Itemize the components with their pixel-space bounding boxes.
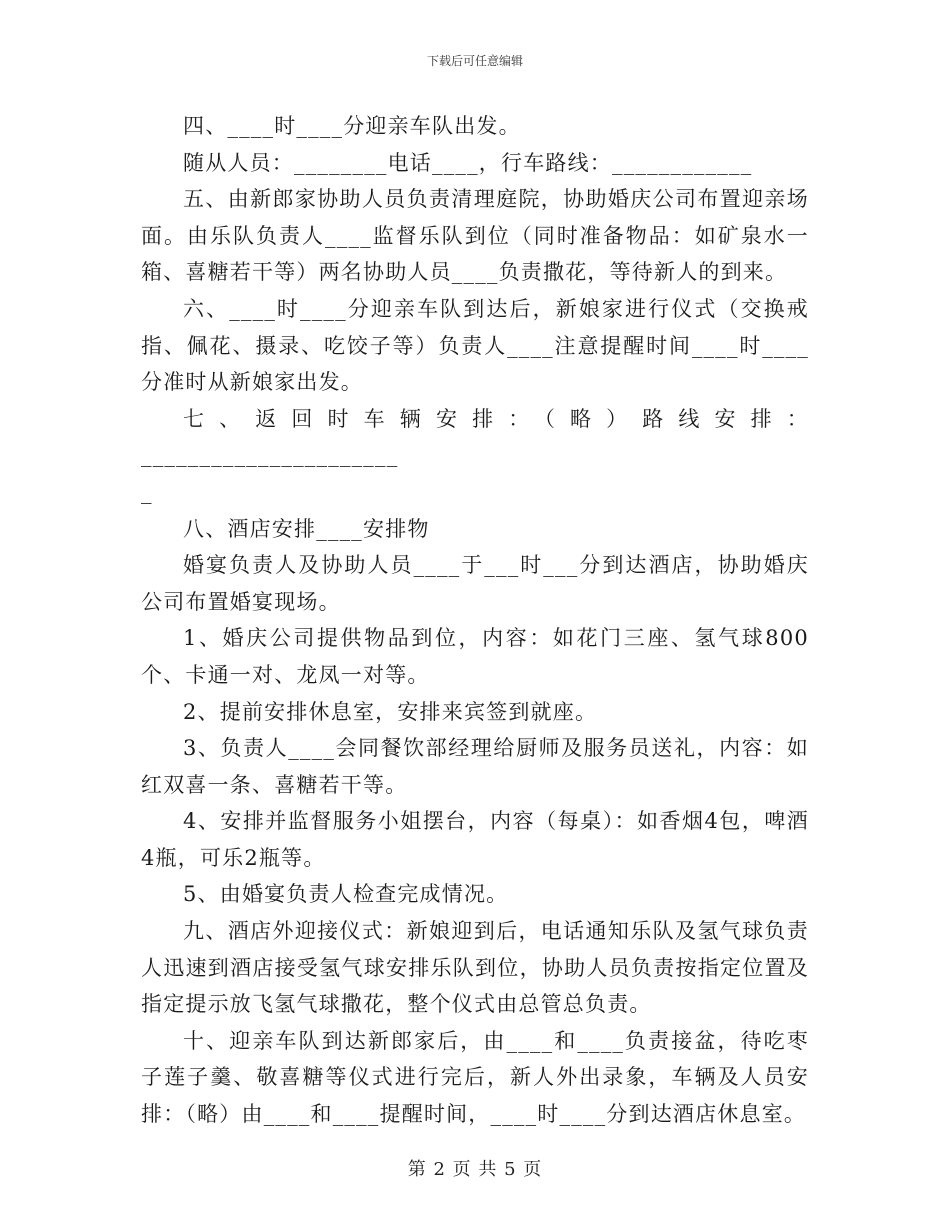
paragraph-escort: 随从人员：________电话____，行车路线：____________ bbox=[183, 150, 753, 175]
paragraph-banquet: 婚宴负责人及协助人员____于___时___分到达酒店，协助婚庆公司布置婚宴现场。 bbox=[141, 553, 809, 614]
page-header: 下载后可任意编辑 bbox=[426, 54, 523, 68]
document-body bbox=[141, 108, 809, 1133]
paragraph-9: 九、酒店外迎接仪式：新娘迎到后，电话通知乐队及氢气球负责人迅速到酒店接受氢气球安排乐队到位，协助人员负责按指定位置及指定提示放飞氢气球撒花，整个仪式由总管总负责。 bbox=[141, 919, 809, 1017]
paragraph-6: 六、____时____分迎亲车队到达后，新娘家进行仪式（交换戒指、佩花、摄录、吃饺子等）负责人____注意提醒时间____时____分准时从新娘家出发。 bbox=[141, 296, 809, 395]
paragraph-4: 四、____时____分迎亲车队出发。 bbox=[183, 114, 521, 138]
paragraph-item-2: 2、提前安排休息室，安排来宾签到就座。 bbox=[183, 699, 598, 724]
paragraph-7: 七、返回时车辆安排：（略）路线安排：______________________ bbox=[141, 406, 809, 468]
paragraph-10: 十、迎亲车队到达新郎家后，由____和____负责接盆，待吃枣子莲子羹、敬喜糖等仪式进行完后，新人外出录象，车辆及人员安排：（略）由____和____提醒时间，____时____分到达酒店休息室。 bbox=[141, 1028, 809, 1127]
paragraph-5: 五、由新郎家协助人员负责清理庭院，协助婚庆公司布置迎亲场面。由乐队负责人____监督乐队到位（同时准备物品：如矿泉水一箱、喜糖若干等）两名协助人员____负责撒花，等待新人的到来。 bbox=[141, 187, 809, 285]
paragraph-item-3: 3、负责人____会同餐饮部经理给厨师及服务员送礼，内容：如红双喜一条、喜糖若干等。 bbox=[141, 736, 809, 797]
paragraph-8: 八、酒店安排____安排物 bbox=[183, 516, 430, 541]
paragraph-7-overflow: _ bbox=[141, 479, 153, 504]
paragraph-item-4: 4、安排并监督服务小姐摆台，内容（每桌）：如香烟4包，啤酒4瓶，可乐2瓶等。 bbox=[141, 809, 809, 870]
paragraph-item-1: 1、婚庆公司提供物品到位，内容：如花门三座、氢气球800个、卡通一对、龙凤一对等。 bbox=[141, 626, 809, 687]
page-footer: 第 2 页 共 5 页 bbox=[407, 1159, 543, 1180]
paragraph-item-5: 5、由婚宴负责人检查完成情况。 bbox=[183, 882, 509, 907]
